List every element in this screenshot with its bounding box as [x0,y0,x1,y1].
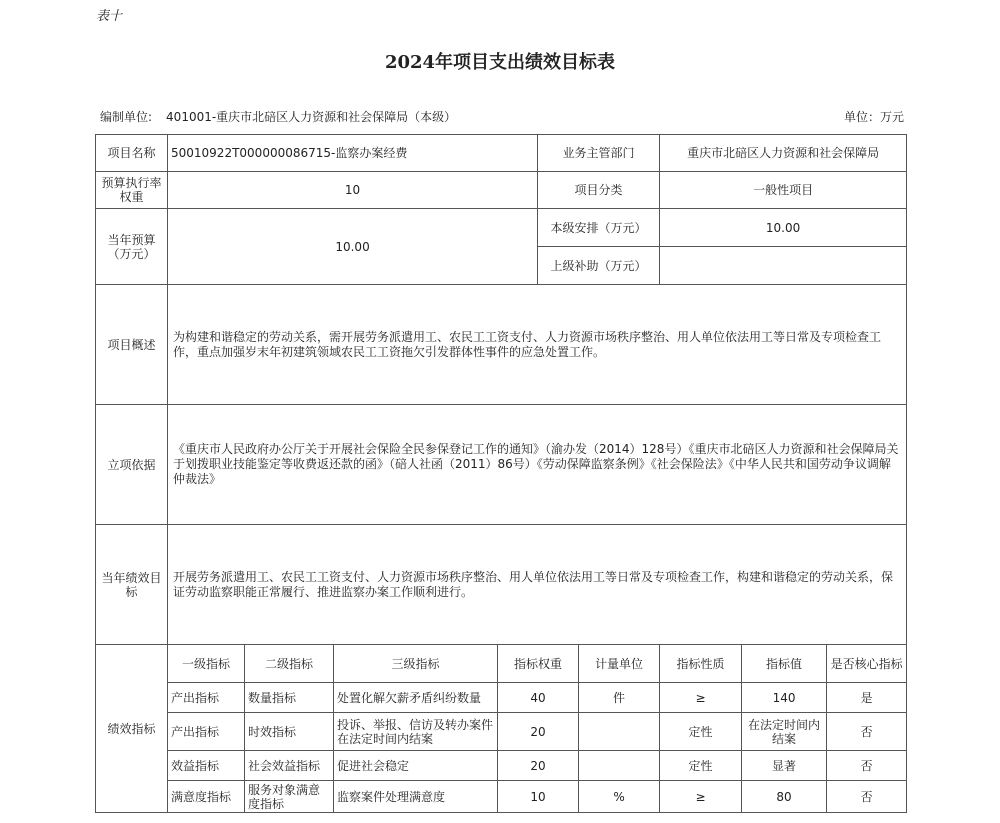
indicator-unit: % [579,781,660,813]
category-label: 项目分类 [538,172,660,209]
indicator-level1: 满意度指标 [168,781,245,813]
indicator-core: 是 [827,683,907,713]
indicator-level2: 社会效益指标 [245,751,334,781]
header-level1: 一级指标 [168,645,245,683]
header-unit: 计量单位 [579,645,660,683]
row-goal [96,525,907,645]
indicator-value: 140 [742,683,827,713]
indicator-level3: 投诉、举报、信访及转办案件在法定时间内结案 [334,713,498,751]
table-row [96,713,907,751]
indicator-weight: 20 [498,713,579,751]
dept-value: 重庆市北碚区人力资源和社会保障局 [660,135,907,172]
compiling-unit [100,108,456,125]
indicator-value: 在法定时间内结案 [742,713,827,751]
indicator-weight: 20 [498,751,579,781]
indicator-value: 显著 [742,751,827,781]
indicator-nature: 定性 [660,751,742,781]
indicator-level2: 服务对象满意度指标 [245,781,334,813]
header-nature: 指标性质 [660,645,742,683]
indicator-level1: 产出指标 [168,713,245,751]
table-row [96,683,907,713]
indicator-level2: 数量指标 [245,683,334,713]
indicator-level1: 产出指标 [168,683,245,713]
exec-weight-label: 预算执行率权重 [96,172,168,209]
indicator-core: 否 [827,751,907,781]
indicator-weight: 40 [498,683,579,713]
indicator-weight: 10 [498,781,579,813]
indicator-core: 否 [827,781,907,813]
indicator-unit [579,751,660,781]
indicator-value: 80 [742,781,827,813]
indicators-label: 绩效指标 [96,645,168,813]
header-value: 指标值 [742,645,827,683]
row-local-budget [96,209,907,247]
basis-label: 立项依据 [96,405,168,525]
indicator-level3: 处置化解欠薪矛盾纠纷数量 [334,683,498,713]
budget-value: 10.00 [168,209,538,285]
overview-label: 项目概述 [96,285,168,405]
project-name-label: 项目名称 [96,135,168,172]
upper-subsidy-value [660,247,907,285]
goal-text: 开展劳务派遣用工、农民工工资支付、人力资源市场秩序整治、用人单位依法用工等日常及专项检查工作，构建和谐稳定的劳动关系，保证劳动监察职能正常履行、推进监察办案工作顺利进行。 [168,525,907,645]
compiling-unit-value: 401001-重庆市北碚区人力资源和社会保障局（本级） [166,110,457,124]
header-core: 是否核心指标 [827,645,907,683]
currency-unit: 单位：万元 [843,110,904,124]
row-basis [96,405,907,525]
exec-weight-value: 10 [168,172,538,209]
page-title: 2024年项目支出绩效目标表 [384,52,616,73]
header-weight: 指标权重 [498,645,579,683]
indicator-core: 否 [827,713,907,751]
indicator-nature: 定性 [660,713,742,751]
basis-text: 《重庆市人民政府办公厅关于开展社会保险全民参保登记工作的通知》（渝办发（2014）128号）《重庆市北碚区人力资源和社会保障局关于划拨职业技能鉴定等收费返还款的函》（碚人社函（2011）86号）《劳动保障监察条例》《社会保险法》《中华人民共和国劳动争议调解仲裁法》 [168,405,907,525]
header-level3: 三级指标 [334,645,498,683]
table-number: 表十 [96,9,123,24]
indicator-unit [579,713,660,751]
compiling-unit-label: 编制单位: [100,110,153,124]
indicator-nature: ≥ [660,781,742,813]
goal-label: 当年绩效目标 [96,525,168,645]
row-project-name [96,135,907,172]
indicator-level3: 监察案件处理满意度 [334,781,498,813]
performance-table [95,134,907,813]
local-arrangement-label: 本级安排（万元） [538,209,660,247]
indicator-level3: 促进社会稳定 [334,751,498,781]
table-row [96,751,907,781]
row-overview [96,285,907,405]
indicator-nature: ≥ [660,683,742,713]
indicator-level2: 时效指标 [245,713,334,751]
dept-label: 业务主管部门 [538,135,660,172]
upper-subsidy-label: 上级补助（万元） [538,247,660,285]
table-row [96,781,907,813]
indicator-level1: 效益指标 [168,751,245,781]
local-arrangement-value: 10.00 [660,209,907,247]
header-level2: 二级指标 [245,645,334,683]
project-name-value: 50010922T000000086715-监察办案经费 [168,135,538,172]
overview-text: 为构建和谐稳定的劳动关系，需开展劳务派遣用工、农民工工资支付、人力资源市场秩序整治、用人单位依法用工等日常及专项检查工作，重点加强岁末年初建筑领域农民工工资拖欠引发群体性事件的应急处置工作。 [168,285,907,405]
indicator-header-row [96,645,907,683]
row-exec-weight [96,172,907,209]
category-value: 一般性项目 [660,172,907,209]
indicator-unit: 件 [579,683,660,713]
budget-label: 当年预算（万元） [96,209,168,285]
